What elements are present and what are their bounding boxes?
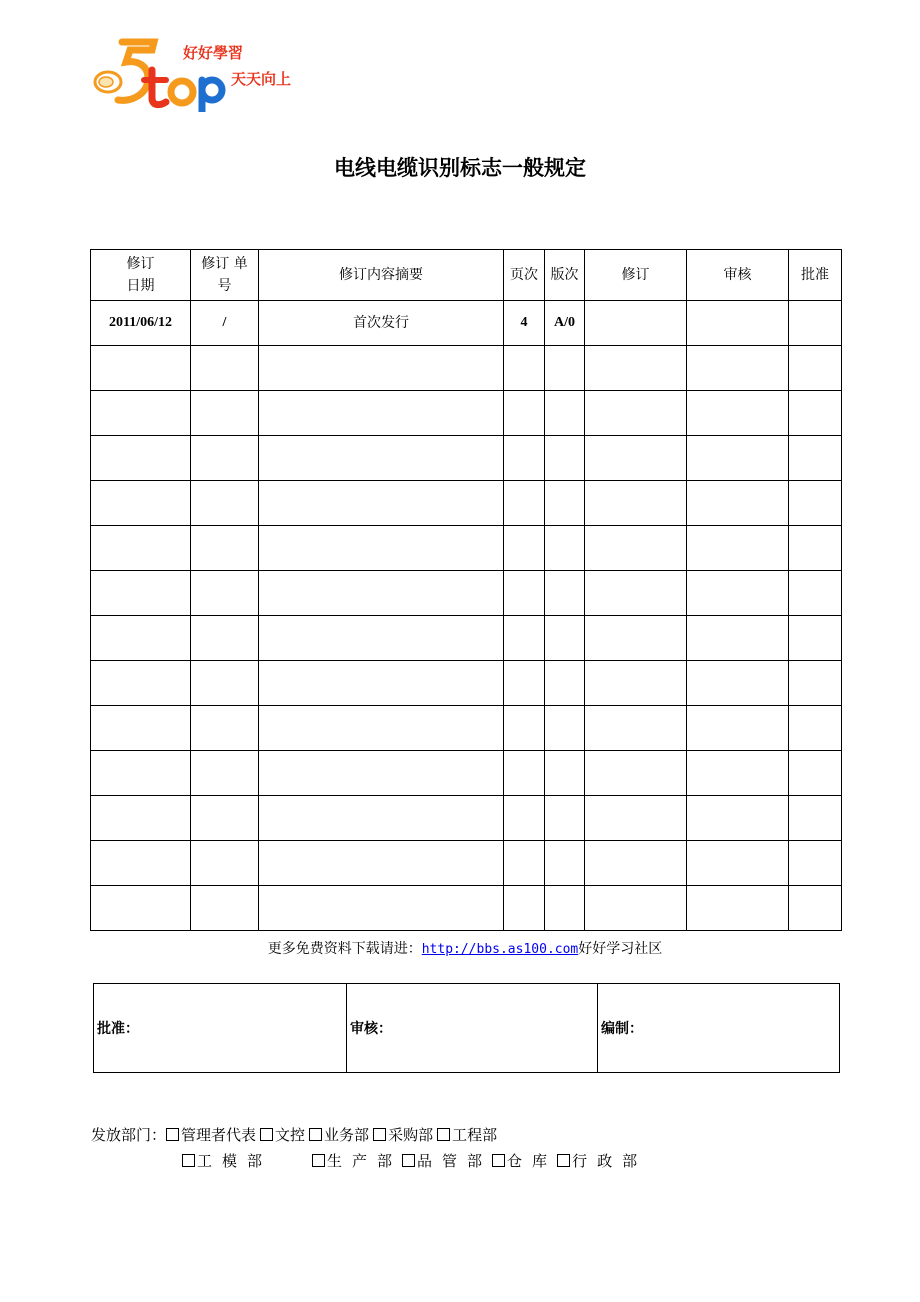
cell-version: A/0 [545,301,585,346]
table-cell[interactable] [687,346,789,391]
table-cell[interactable] [789,706,842,751]
checkbox[interactable] [166,1128,179,1141]
distribution-item-label: 管理者代表 [181,1126,257,1144]
table-cell[interactable] [545,616,585,661]
table-cell[interactable] [545,661,585,706]
header-pages: 页次 [504,250,545,301]
table-row [91,751,842,796]
cell-approve [789,301,842,346]
approve-field[interactable]: 批准： [94,984,347,1073]
table-cell[interactable] [91,391,191,436]
table-cell[interactable] [259,526,504,571]
table-cell[interactable] [789,796,842,841]
table-cell[interactable] [191,481,259,526]
table-cell[interactable] [545,571,585,616]
table-cell[interactable] [545,841,585,886]
table-cell[interactable] [545,391,585,436]
distribution-item-label: 业务部 [324,1126,370,1144]
table-cell[interactable] [585,526,687,571]
checkbox[interactable] [402,1154,415,1167]
checkbox[interactable] [492,1154,505,1167]
distribution-item[interactable] [492,1152,557,1170]
distribution-item[interactable] [260,1126,305,1144]
table-cell[interactable] [585,661,687,706]
table-cell[interactable] [191,841,259,886]
table-cell[interactable] [191,886,259,931]
table-cell[interactable] [259,886,504,931]
table-cell[interactable] [504,526,545,571]
document-title: 电线电缆识别标志一般规定 [334,156,586,180]
table-cell[interactable] [687,886,789,931]
distribution-line-1 [91,1124,501,1145]
table-cell[interactable] [585,841,687,886]
table-cell[interactable] [585,886,687,931]
revision-table [90,249,842,931]
download-note: 更多免费资料下载请进：http://bbs.as100.com好好学习社区 [267,941,663,957]
table-row [91,481,842,526]
header-approve: 批准 [789,250,842,301]
table-cell[interactable] [585,391,687,436]
table-row [91,346,842,391]
table-cell[interactable] [259,706,504,751]
distribution-item-label: 仓库 [507,1152,558,1170]
table-cell[interactable] [91,481,191,526]
table-row [91,616,842,661]
logo [88,36,308,112]
table-cell[interactable] [504,841,545,886]
table-cell[interactable] [259,796,504,841]
table-cell[interactable] [504,661,545,706]
table-cell[interactable] [191,571,259,616]
table-cell[interactable] [91,661,191,706]
table-cell[interactable] [259,481,504,526]
table-row [91,886,842,931]
table-cell[interactable] [789,751,842,796]
cell-pages: 4 [504,301,545,346]
table-cell[interactable] [789,616,842,661]
table-cell[interactable] [259,751,504,796]
table-cell[interactable] [687,706,789,751]
cell-summary: 首次发行 [259,301,504,346]
table-cell[interactable] [91,886,191,931]
table-cell[interactable] [191,526,259,571]
table-cell[interactable] [687,616,789,661]
table-cell[interactable] [545,526,585,571]
table-cell[interactable] [91,796,191,841]
table-cell[interactable] [191,436,259,481]
table-cell[interactable] [789,391,842,436]
header-revise: 修订 [585,250,687,301]
checkbox[interactable] [309,1128,322,1141]
table-row [91,436,842,481]
logo-slogan-2: 天天向上 [231,70,292,88]
checkbox[interactable] [557,1154,570,1167]
table-cell[interactable] [585,346,687,391]
distribution-item[interactable] [437,1126,497,1144]
table-cell[interactable] [504,886,545,931]
table-cell[interactable] [91,571,191,616]
review-field[interactable]: 审核： [347,984,598,1073]
table-cell[interactable] [504,571,545,616]
table-cell[interactable] [545,346,585,391]
table-cell[interactable] [259,391,504,436]
table-cell[interactable] [191,346,259,391]
table-cell[interactable] [585,796,687,841]
distribution-item-label: 工模部 [197,1152,273,1170]
table-cell[interactable] [91,706,191,751]
checkbox[interactable] [312,1154,325,1167]
table-cell[interactable] [504,481,545,526]
table-cell[interactable] [687,571,789,616]
table-cell[interactable] [789,481,842,526]
prepare-field[interactable]: 编制： [598,984,840,1073]
table-cell[interactable] [91,841,191,886]
table-cell[interactable] [687,481,789,526]
table-cell[interactable] [789,571,842,616]
table-cell[interactable] [259,661,504,706]
table-row [91,661,842,706]
table-row [91,841,842,886]
table-row [91,526,842,571]
distribution-item-label: 品管部 [417,1152,493,1170]
table-cell[interactable] [687,796,789,841]
table-cell[interactable] [585,436,687,481]
cell-date: 2011/06/12 [91,301,191,346]
cell-review [687,301,789,346]
table-cell[interactable] [91,616,191,661]
table-cell[interactable] [789,841,842,886]
header-summary: 修订内容摘要 [259,250,504,301]
distribution-item[interactable] [312,1152,402,1170]
table-cell[interactable] [585,751,687,796]
table-cell[interactable] [789,346,842,391]
table-cell[interactable] [504,706,545,751]
distribution-item[interactable] [182,1152,272,1170]
table-row [91,571,842,616]
distribution-item[interactable] [373,1126,433,1144]
table-cell[interactable] [91,346,191,391]
table-cell[interactable] [687,436,789,481]
table-cell[interactable] [545,796,585,841]
table-cell[interactable] [191,706,259,751]
table-cell[interactable] [545,886,585,931]
table-cell[interactable] [259,346,504,391]
revision-table-header [91,250,842,301]
table-cell[interactable] [259,571,504,616]
table-cell[interactable] [259,616,504,661]
header-revision-date: 修订 日期 [91,250,191,301]
table-cell[interactable] [585,481,687,526]
distribution-line-2 [182,1150,647,1171]
distribution-item-label: 工程部 [452,1126,498,1144]
table-cell[interactable] [504,436,545,481]
table-cell[interactable] [789,886,842,931]
signature-table [93,983,840,1073]
distribution-item-label: 文控 [275,1126,306,1144]
cell-revise [585,301,687,346]
table-cell[interactable] [504,616,545,661]
table-cell[interactable] [687,751,789,796]
distribution-item-label: 采购部 [388,1126,434,1144]
table-cell[interactable] [687,841,789,886]
table-cell[interactable] [545,751,585,796]
distribution-label: 发放部门： [91,1126,167,1144]
table-cell[interactable] [259,436,504,481]
table-cell[interactable] [91,526,191,571]
distribution-item-label: 生产部 [327,1152,403,1170]
distribution-item[interactable] [402,1152,492,1170]
table-cell[interactable] [545,436,585,481]
checkbox[interactable] [182,1154,195,1167]
header-review: 审核 [687,250,789,301]
table-cell[interactable] [191,796,259,841]
table-row [91,796,842,841]
table-cell[interactable] [789,526,842,571]
table-row [91,391,842,436]
table-cell[interactable] [91,751,191,796]
checkbox[interactable] [260,1128,273,1141]
table-cell[interactable] [545,481,585,526]
table-cell[interactable] [687,526,789,571]
table-cell[interactable] [91,436,191,481]
checkbox[interactable] [437,1128,450,1141]
table-cell[interactable] [687,391,789,436]
distribution-item-label: 行政部 [572,1152,648,1170]
table-cell[interactable] [585,571,687,616]
table-cell[interactable] [504,346,545,391]
logo-slogan-1: 好好學習 [183,44,244,62]
table-cell[interactable] [191,616,259,661]
table-cell[interactable] [191,751,259,796]
community-link[interactable]: http://bbs.as100.com [421,942,579,957]
table-cell[interactable] [585,706,687,751]
table-cell[interactable] [259,841,504,886]
checkbox[interactable] [373,1128,386,1141]
table-row [91,301,842,346]
table-row [91,706,842,751]
table-cell[interactable] [789,661,842,706]
table-cell[interactable] [191,391,259,436]
cell-order: / [191,301,259,346]
table-cell[interactable] [504,751,545,796]
table-cell[interactable] [585,616,687,661]
table-cell[interactable] [191,661,259,706]
table-cell[interactable] [504,796,545,841]
header-revision-order: 修订 单 号 [191,250,259,301]
table-cell[interactable] [545,706,585,751]
distribution-item[interactable] [309,1126,369,1144]
header-version: 版次 [545,250,585,301]
distribution-item[interactable] [166,1126,256,1144]
table-cell[interactable] [504,391,545,436]
table-cell[interactable] [687,661,789,706]
distribution-item[interactable] [557,1152,647,1170]
table-cell[interactable] [789,436,842,481]
